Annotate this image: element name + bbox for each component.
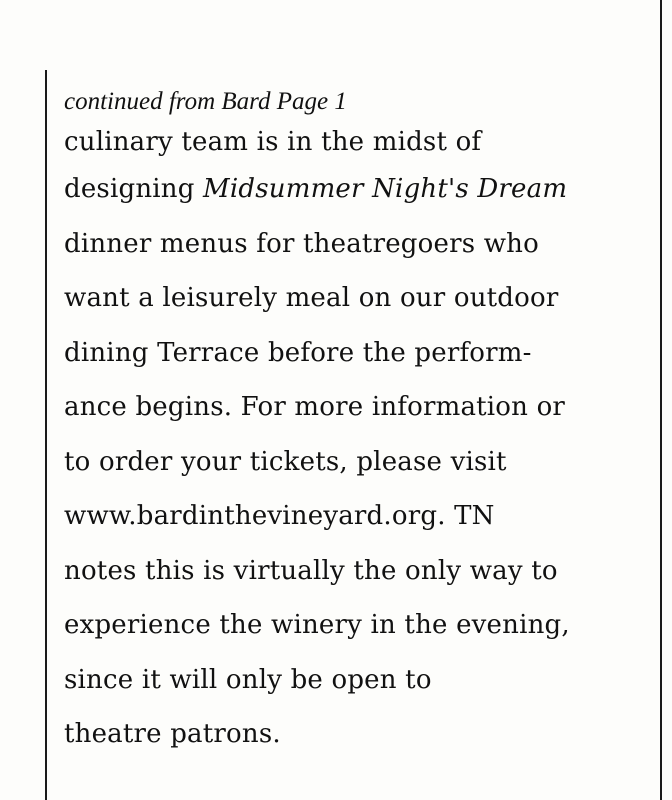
body-line-6: ance begins. For more information or (64, 392, 566, 422)
body-line-2 (64, 162, 654, 217)
body-line-11: since it will only be open to (64, 664, 432, 695)
body-line-5: dining Terrace before the perform- (64, 337, 532, 368)
body-line-10: experience the winery in the evening, (64, 610, 570, 640)
body-line-12: theatre patrons. (64, 719, 281, 749)
body-line-2-before: designing (64, 174, 204, 204)
column-rule-left (45, 70, 47, 800)
body-line-9: notes this is virtually the only way to (64, 555, 558, 586)
continued-note: continued from Bard Page 1 (64, 88, 347, 115)
play-title: Midsummer Night's Dream (203, 174, 568, 204)
body-line-7: to order your tickets, please visit (64, 446, 507, 477)
body-line-4: want a leisurely meal on our outdoor (64, 283, 559, 313)
body-line-1: culinary team is in the midst of (64, 127, 482, 157)
body-line-8: www.bardinthevineyard.org. TN (64, 501, 495, 531)
column-rule-right (660, 0, 662, 800)
article-column (64, 82, 654, 762)
body-line-3: dinner menus for theatregoers who (64, 228, 539, 259)
article-body (64, 122, 654, 762)
